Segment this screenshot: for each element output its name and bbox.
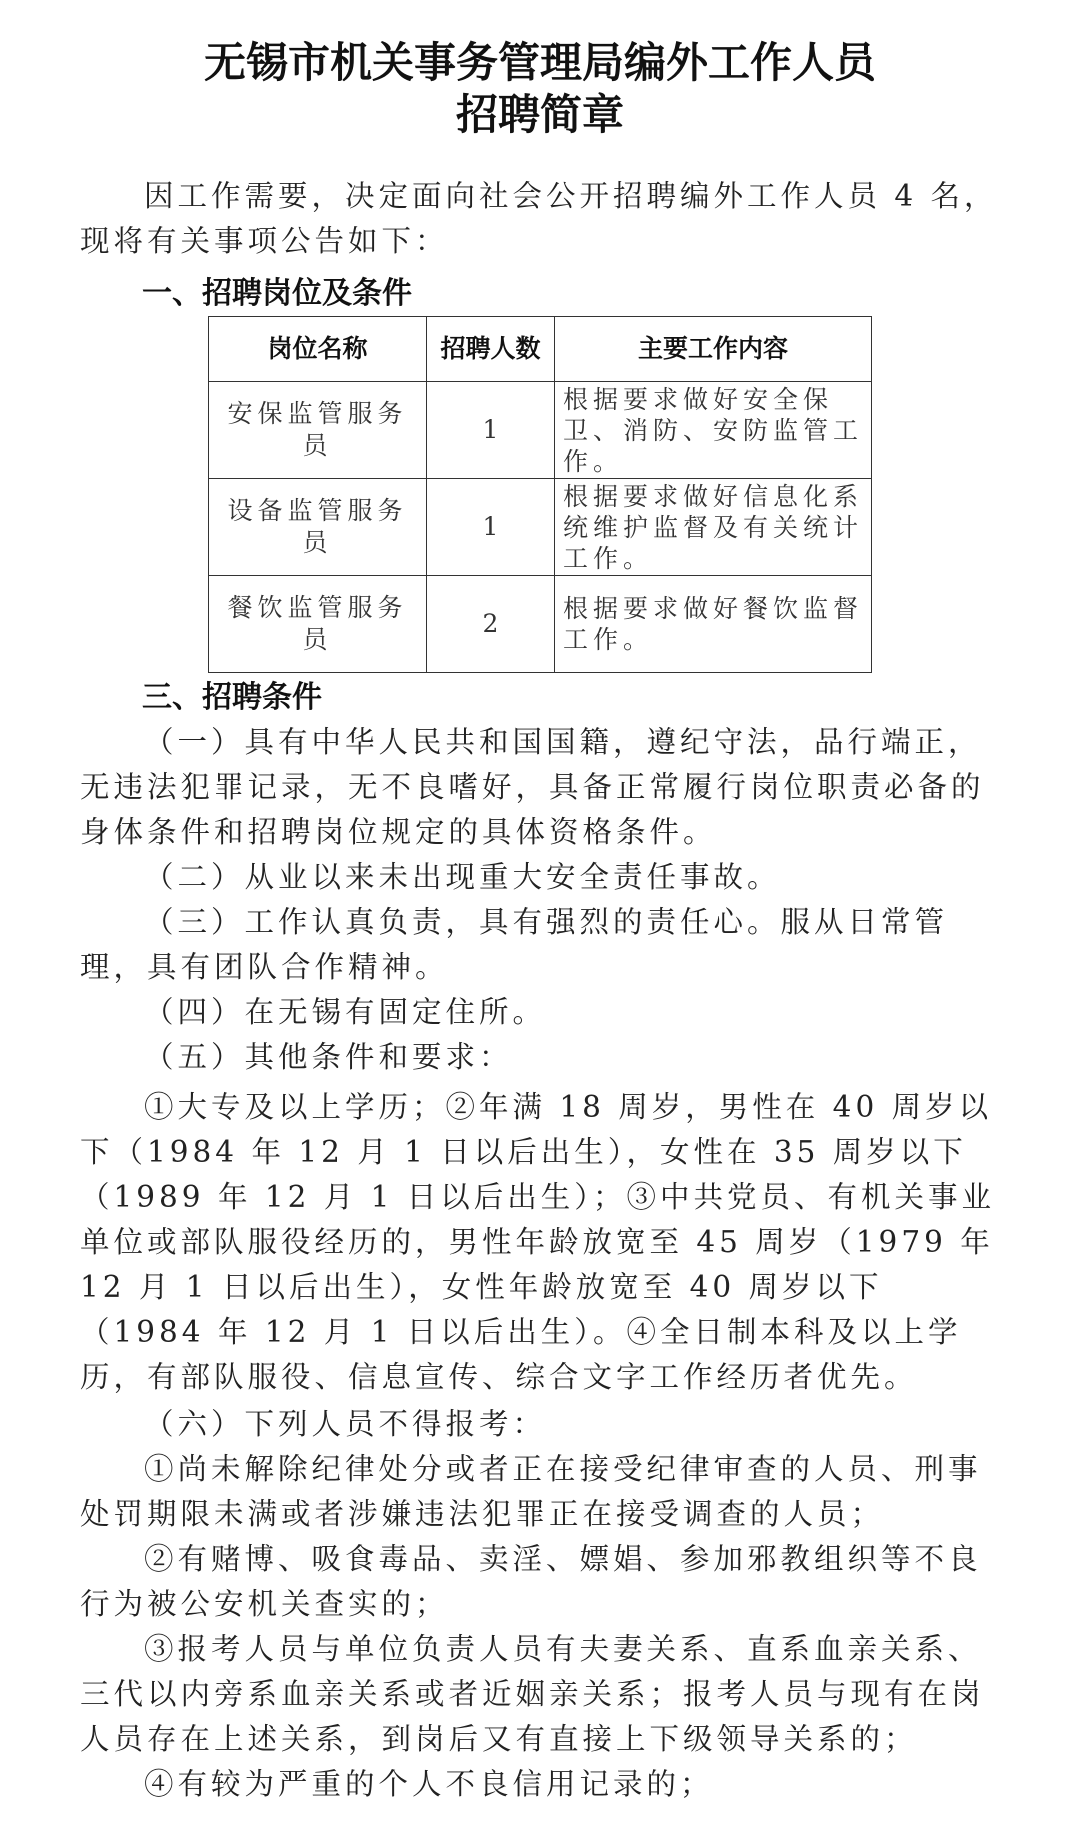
exclusion-item-2: ②有赌博、吸食毒品、卖淫、嫖娼、参加邪教组织等不良行为被公安机关查实的； (80, 1542, 982, 1621)
condition-item-5: （五）其他条件和要求： (144, 1040, 513, 1074)
condition-item-2: （二）从业以来未出现重大安全责任事故。 (144, 860, 781, 894)
document-title-line-1: 无锡市机关事务管理局编外工作人员 (203, 38, 876, 87)
position-count: 1 (427, 479, 555, 576)
position-name: 安保监管服务员 (209, 382, 427, 479)
condition-item-1: （一）具有中华人民共和国国籍，遵纪守法，品行端正，无违法犯罪记录，无不良嗜好，具备正常履行岗位职责必备的身体条件和招聘岗位规定的具体资格条件。 (80, 725, 985, 849)
position-name: 设备监管服务员 (209, 479, 427, 576)
position-name: 餐饮监管服务员 (209, 576, 427, 673)
table-row (209, 479, 872, 576)
column-header-position: 岗位名称 (209, 317, 427, 382)
exclusion-item-4: ④有较为严重的个人不良信用记录的； (144, 1767, 714, 1801)
position-duties: 根据要求做好信息化系统维护监督及有关统计工作。 (555, 479, 872, 576)
condition-item-5-details: ①大专及以上学历；②年满 18 周岁，男性在 40 周岁以下（1984 年 12 月 1 日以后出生），女性在 35 周岁以下（1989 年 12 月 1 日以后出生）；③中共党员、有机关事业单位或部队服役经历的，男性年龄放宽至 45 周岁（1979 年 12 月 1 日以后出生），女性年龄放宽至 40 周岁以下（1984 年 12 月 1 日以后出生）。④全日制本科及以上学历，有部队服役、信息宣传、综合文字工作经历者优先。 (80, 1090, 996, 1394)
condition-item-6: （六）下列人员不得报考： (144, 1407, 547, 1441)
intro-paragraph: 因工作需要，决定面向社会公开招聘编外工作人员 4 名，现将有关事项公告如下： (80, 179, 998, 258)
exclusion-item-3: ③报考人员与单位负责人员有夫妻关系、直系血亲关系、三代以内旁系血亲关系或者近姻亲关系；报考人员与现有在岗人员存在上述关系，到岗后又有直接上下级领导关系的； (80, 1632, 985, 1756)
document-title-line-2: 招聘简章 (455, 90, 624, 139)
position-duties: 根据要求做好餐饮监督工作。 (555, 576, 872, 673)
column-header-duties: 主要工作内容 (555, 317, 872, 382)
section-heading-conditions: 三、招聘条件 (142, 680, 322, 715)
positions-table (208, 316, 872, 673)
column-header-count: 招聘人数 (427, 317, 555, 382)
condition-item-4: （四）在无锡有固定住所。 (144, 995, 547, 1029)
exclusion-item-1: ①尚未解除纪律处分或者正在接受纪律审查的人员、刑事处罚期限未满或者涉嫌违法犯罪正在接受调查的人员； (80, 1452, 982, 1531)
table-row (209, 576, 872, 673)
table-header-row (209, 317, 872, 382)
position-duties: 根据要求做好安全保卫、消防、安防监管工作。 (555, 382, 872, 479)
position-count: 1 (427, 382, 555, 479)
table-row (209, 382, 872, 479)
condition-item-3: （三）工作认真负责，具有强烈的责任心。服从日常管理，具有团队合作精神。 (80, 905, 949, 984)
position-count: 2 (427, 576, 555, 673)
section-heading-positions: 一、招聘岗位及条件 (142, 276, 412, 311)
